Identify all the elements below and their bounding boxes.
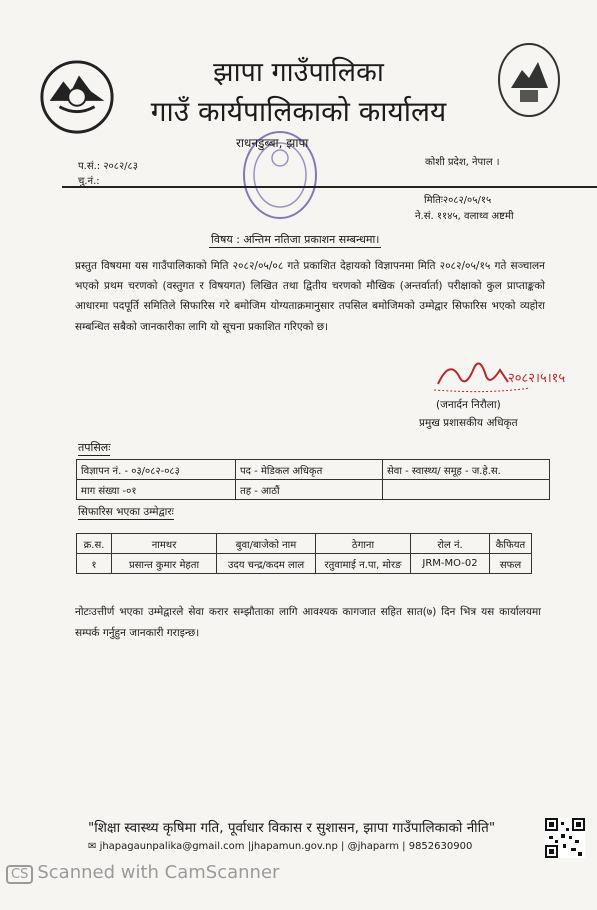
table-cell: JRM-MO-02 (411, 554, 490, 574)
table-cell: विज्ञापन नं. - ०३/०८२-०८३ (77, 460, 236, 480)
signer-title: प्रमुख प्रशासकीय अधिकृत (419, 417, 518, 429)
office-subtitle: गाउँ कार्यपालिकाको कार्यालय (150, 95, 447, 128)
footer-motto: "शिक्षा स्वास्थ्य कृषिमा गति, पूर्वाधार विकास र सुशासन, झापा गाउँपालिकाको नीति" (88, 820, 496, 836)
column-header: क्र.स. (77, 534, 112, 554)
column-header: नामथर (112, 534, 217, 554)
table-row (77, 480, 550, 500)
note-text: नोटःउत्तीर्ण भएका उम्मेद्वारले सेवा करार सम्झौताका लागि आवश्यक कागजात सहित सात(७) दिन भित्र यस कार्यालयमा सम्पर्क गर्नुहुन जानकारी गराइन्छ। (75, 606, 541, 639)
watermark-text: Scanned with CamScanner (37, 862, 280, 883)
table-row (77, 460, 550, 480)
letter-date: मितिः२०८२/०५/१५ (424, 195, 492, 206)
column-header: रोल नं. (411, 534, 490, 554)
table-cell: रतुवामाई न.पा, मोरङ (316, 554, 411, 574)
footer-contact (88, 841, 472, 852)
table-cell: सेवा - स्वास्थ्य/ समूह - ज.हे.स. (383, 460, 550, 480)
email-icon: ✉ (88, 841, 100, 852)
header-divider (62, 186, 597, 188)
office-name: झापा गाउँपालिका (213, 57, 384, 88)
column-header: बुवा/बाजेको नाम (217, 534, 316, 554)
handwritten-signature (430, 348, 580, 396)
recommended-label: सिफारिस भएका उम्मेद्वारः (78, 506, 174, 518)
table-cell: १ (77, 554, 112, 574)
table-cell: उदय चन्द्र/कदम लाल (217, 554, 316, 574)
province-label: कोशी प्रदेश, नेपाल । (425, 157, 500, 168)
office-address: राधनडुब्बा, झापा (236, 136, 309, 150)
table-cell: सफल (490, 554, 532, 574)
table-row (77, 554, 532, 574)
camscanner-watermark (6, 862, 279, 884)
reference-number: प.सं.: २०८२/८३ (78, 161, 138, 172)
column-header: ठेगाना (316, 534, 411, 554)
tapsil-label: तपसिलः (78, 441, 111, 454)
contact-details: jhapagaunpalika@gmail.com |jhapamun.gov.np | @jhaparm | 9852630900 (99, 841, 473, 852)
table-cell: पद - मेडिकल अधिकृत (236, 460, 383, 480)
table-cell: माग संख्या -०१ (77, 480, 236, 500)
advertisement-table (76, 459, 550, 500)
qr-code-icon (545, 818, 585, 858)
letter-subject: विषय : अन्तिम नतिजा प्रकाशन सम्बन्धमा। (211, 233, 380, 246)
signature-date: २०८२।५।१५ (508, 371, 566, 386)
letter-body: प्रस्तुत विषयमा यस गाउँपालिकाको मिति २०८२/०५/०८ गते प्रकाशित देहायको विज्ञापनमा मिति २०८२/०५/१५ गते सञ्चालन भएको प्रथम चरणको (वस्तुगत र विषयगत) लिखित तथा द्वितीय चरणको मौखिक (अन्तर्वार्ता) परीक्षाको कुल प्राप्ताङ्कको आधारमा पदपूर्ति समितिले सिफारिस गरे बमोजिम योग्यताक्रमानुसार तपसिल बमोजिमको उम्मेद्वार सिफारिस भएको व्यहोरा सम्बन्धित सबैको जानकारीका लागि यो सूचना प्रकाशित गरिएको छ। (75, 260, 545, 333)
table-header-row (77, 534, 532, 554)
camscanner-logo-icon: CS (6, 865, 33, 884)
candidates-table (76, 533, 532, 574)
table-cell (383, 480, 550, 500)
table-cell: प्रसान्त कुमार मेहता (112, 554, 217, 574)
nepal-samvat-date: ने.सं. ११४५, वलाथ्व अष्टमी (415, 211, 514, 222)
table-cell: तह - आठौं (236, 480, 383, 500)
dispatch-number: चु.नं.: (78, 176, 100, 187)
signer-name: (जनार्दन निरौला) (436, 399, 501, 411)
column-header: कैफियत (490, 534, 532, 554)
